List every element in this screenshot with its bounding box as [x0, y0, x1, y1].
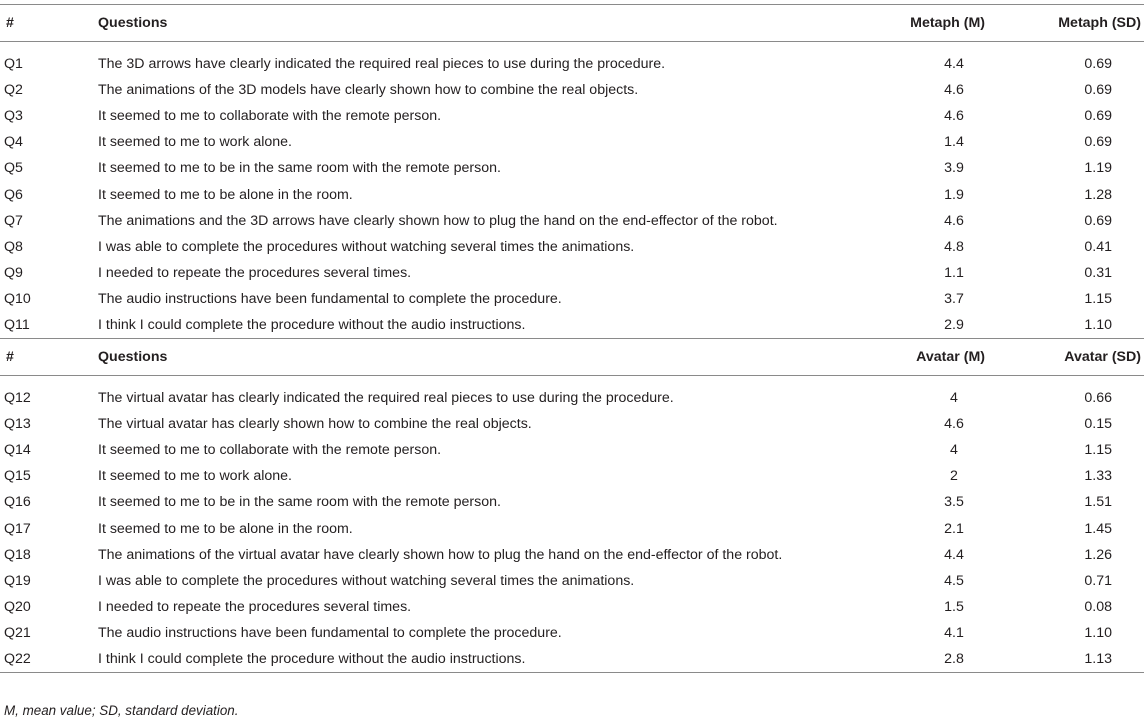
question-text: I think I could complete the procedure without the audio instructions. [98, 646, 878, 673]
sd-value: 0.66 [1084, 390, 1112, 407]
sd-value: 1.19 [1084, 160, 1112, 177]
table-row [0, 129, 1144, 155]
question-text: It seemed to me to be in the same room with the remote person. [98, 160, 501, 177]
table-row [0, 620, 1144, 646]
question-text: It seemed to me to collaborate with the remote person. [98, 442, 442, 459]
question-text: It seemed to me to be in the same room with the remote person. [98, 494, 501, 511]
table-row [0, 437, 1144, 463]
sd-value: 0.69 [1084, 134, 1112, 151]
header-spacer [0, 376, 1144, 386]
header-questions: Questions [98, 5, 878, 42]
header-mean: Metaph (M) [878, 5, 988, 42]
sd-value: 0.69 [1084, 56, 1112, 73]
sd-value: 0.69 [1084, 82, 1112, 99]
question-text: It seemed to me to be alone in the room. [98, 186, 353, 203]
mean-value: 4.1 [944, 624, 964, 641]
mean-value: 2 [950, 468, 958, 485]
table-row [0, 411, 1144, 437]
table-row [0, 542, 1144, 568]
sd-value: 0.69 [1084, 108, 1112, 125]
table-row [0, 103, 1144, 129]
table-row [0, 594, 1144, 620]
sd-value: 1.28 [1084, 186, 1112, 203]
sd-value: 1.10 [1084, 624, 1112, 641]
question-text: The audio instructions have been fundamental to complete the procedure. [98, 290, 562, 307]
mean-value: 3.7 [944, 290, 964, 307]
header-index: # [0, 339, 98, 376]
table-row [0, 463, 1144, 489]
sd-value: 1.33 [1084, 468, 1112, 485]
question-id: Q14 [4, 442, 31, 459]
question-id: Q17 [4, 520, 31, 537]
mean-value: 4.8 [944, 238, 964, 255]
table-row [0, 77, 1144, 103]
header-index: # [0, 5, 98, 42]
question-id: Q11 [4, 316, 30, 333]
table-row [0, 181, 1144, 207]
question-id: Q6 [4, 186, 23, 203]
question-id: Q4 [4, 134, 23, 151]
table-row [0, 260, 1144, 286]
sd-value: 0.15 [1084, 416, 1112, 433]
sd-value: 1.13 [988, 646, 1144, 673]
mean-value: 1.9 [944, 186, 964, 203]
table-row [0, 568, 1144, 594]
question-id: Q16 [4, 494, 31, 511]
table-row [0, 234, 1144, 260]
table-row [0, 312, 1144, 339]
mean-value: 4 [950, 390, 958, 407]
question-text: The animations and the 3D arrows have clearly shown how to plug the hand on the end-effector of the robot. [98, 212, 778, 229]
question-text: I needed to repeate the procedures several times. [98, 264, 412, 281]
question-id: Q18 [4, 546, 31, 563]
mean-value: 3.5 [944, 494, 964, 511]
mean-value: 1.1 [944, 264, 964, 281]
mean-value: 1.5 [944, 598, 964, 615]
table-row [0, 208, 1144, 234]
question-text: It seemed to me to collaborate with the remote person. [98, 108, 442, 125]
question-text: The audio instructions have been fundamental to complete the procedure. [98, 624, 562, 641]
question-text: The animations of the virtual avatar have clearly shown how to plug the hand on the end-effector of the robot. [98, 546, 783, 563]
mean-value: 2.1 [944, 520, 964, 537]
question-text: The virtual avatar has clearly indicated the required real pieces to use during the procedure. [98, 390, 674, 407]
mean-value: 4.4 [944, 546, 964, 563]
question-id: Q2 [4, 82, 23, 99]
question-id: Q10 [4, 290, 31, 307]
mean-value: 4.6 [944, 82, 964, 99]
question-text: I was able to complete the procedures without watching several times the animations. [98, 238, 635, 255]
sd-value: 0.08 [1084, 598, 1112, 615]
header-sd: Metaph (SD) [988, 5, 1144, 42]
mean-value: 1.4 [944, 134, 964, 151]
question-id: Q12 [4, 390, 31, 407]
sd-value: 1.15 [1084, 442, 1112, 459]
question-id: Q9 [4, 264, 23, 281]
table-footnote: M, mean value; SD, standard deviation. [4, 703, 239, 718]
table-row [0, 155, 1144, 181]
question-id: Q5 [4, 160, 23, 177]
question-id: Q19 [4, 572, 31, 589]
mean-value: 4.5 [944, 572, 964, 589]
sd-value: 1.51 [1084, 494, 1112, 511]
header-sd: Avatar (SD) [988, 339, 1144, 376]
question-text: It seemed to me to work alone. [98, 468, 292, 485]
mean-value: 4.6 [944, 212, 964, 229]
question-id: Q3 [4, 108, 23, 125]
question-text: I was able to complete the procedures without watching several times the animations. [98, 572, 635, 589]
question-text: I think I could complete the procedure without the audio instructions. [98, 316, 526, 333]
mean-value: 3.9 [944, 160, 964, 177]
question-text: It seemed to me to work alone. [98, 134, 292, 151]
sd-value: 0.71 [1084, 572, 1112, 589]
question-text: I needed to repeate the procedures several times. [98, 598, 412, 615]
mean-value: 2.8 [878, 646, 988, 673]
question-id: Q22 [0, 646, 98, 673]
sd-value: 0.41 [1084, 238, 1112, 255]
header-questions: Questions [98, 339, 878, 376]
sd-value: 1.15 [1084, 290, 1112, 307]
mean-value: 4 [950, 442, 958, 459]
sd-value: 1.10 [1084, 316, 1112, 333]
questionnaire-table [0, 4, 1144, 673]
sd-value: 0.69 [1084, 212, 1112, 229]
table-header-row [0, 5, 1144, 42]
question-text: The 3D arrows have clearly indicated the required real pieces to use during the procedure. [98, 56, 666, 73]
mean-value: 4.6 [944, 416, 964, 433]
question-id: Q15 [4, 468, 31, 485]
question-id: Q8 [4, 238, 23, 255]
question-text: The virtual avatar has clearly shown how to combine the real objects. [98, 416, 532, 433]
question-id: Q13 [4, 416, 31, 433]
header-mean: Avatar (M) [878, 339, 988, 376]
table-row [0, 286, 1144, 312]
question-id: Q21 [4, 624, 31, 641]
mean-value: 4.4 [944, 56, 964, 73]
mean-value: 4.6 [944, 108, 964, 125]
table-row [0, 646, 1144, 673]
question-id: Q7 [4, 212, 23, 229]
sd-value: 1.45 [1084, 520, 1112, 537]
table-header-row [0, 339, 1144, 376]
header-spacer [0, 42, 1144, 52]
sd-value: 0.31 [1084, 264, 1112, 281]
table-row [0, 385, 1144, 411]
question-id: Q20 [4, 598, 31, 615]
table-row [0, 51, 1144, 77]
sd-value: 1.26 [1084, 546, 1112, 563]
table-row [0, 516, 1144, 542]
question-text: It seemed to me to be alone in the room. [98, 520, 353, 537]
question-text: The animations of the 3D models have clearly shown how to combine the real objects. [98, 82, 639, 99]
question-id: Q1 [4, 56, 23, 73]
table-body [0, 5, 1144, 673]
table-row [0, 489, 1144, 515]
mean-value: 2.9 [944, 316, 964, 333]
